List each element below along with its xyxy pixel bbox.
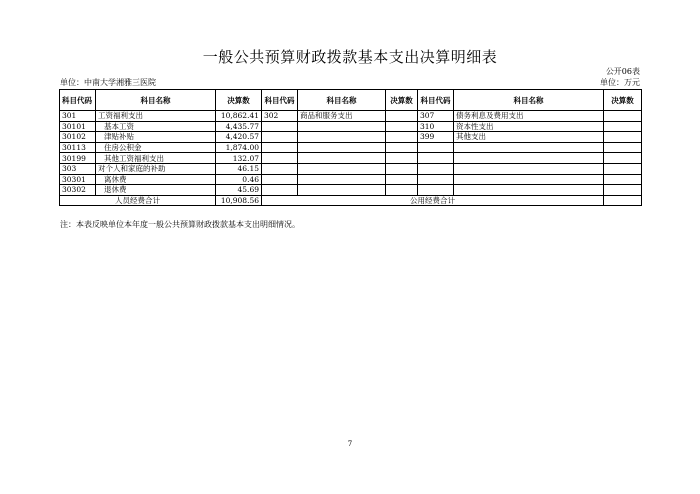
header-amount-1: 决算数 <box>216 90 262 111</box>
header-name-1: 科目名称 <box>96 90 216 111</box>
cell-name-3 <box>454 174 604 185</box>
form-code: 公开06表 <box>605 67 640 76</box>
cell-amount-3 <box>604 111 642 122</box>
cell-amount-3 <box>604 142 642 153</box>
personnel-total-value: 10,908.56 <box>216 195 262 206</box>
table-note: 注：本表反映单位本年度一般公共预算财政拨款基本支出明细情况。 <box>60 220 300 229</box>
cell-amount-1: 10,862.41 <box>216 111 262 122</box>
cell-name-3: 资本性支出 <box>454 121 604 132</box>
cell-amount-1: 4,435.77 <box>216 121 262 132</box>
cell-name-1: 住房公积金 <box>96 142 216 153</box>
cell-code-2 <box>262 142 298 153</box>
table-row <box>60 185 642 196</box>
cell-code-2 <box>262 163 298 174</box>
cell-name-1: 津贴补贴 <box>96 132 216 143</box>
page-title: 一般公共预算财政拨款基本支出决算明细表 <box>202 48 498 66</box>
cell-name-1: 基本工资 <box>96 121 216 132</box>
cell-code-1: 301 <box>60 111 96 122</box>
cell-amount-3 <box>604 174 642 185</box>
table-row <box>60 132 642 143</box>
header-amount-2: 决算数 <box>386 90 418 111</box>
cell-code-1: 30102 <box>60 132 96 143</box>
cell-code-2 <box>262 153 298 164</box>
expenditure-table <box>59 89 642 206</box>
cell-code-1: 30113 <box>60 142 96 153</box>
cell-code-3 <box>418 163 454 174</box>
cell-name-1: 退休费 <box>96 185 216 196</box>
cell-name-3 <box>454 142 604 153</box>
cell-code-3: 399 <box>418 132 454 143</box>
cell-name-3 <box>454 185 604 196</box>
cell-code-1: 30199 <box>60 153 96 164</box>
cell-code-2 <box>262 132 298 143</box>
table-header-row <box>60 90 642 111</box>
cell-name-2: 商品和服务支出 <box>298 111 386 122</box>
cell-amount-1: 132.07 <box>216 153 262 164</box>
cell-code-1: 303 <box>60 163 96 174</box>
cell-amount-1: 46.15 <box>216 163 262 174</box>
cell-amount-2 <box>386 111 418 122</box>
cell-amount-3 <box>604 185 642 196</box>
cell-amount-2 <box>386 163 418 174</box>
table-row <box>60 142 642 153</box>
cell-code-1: 30301 <box>60 174 96 185</box>
header-amount-3: 决算数 <box>604 90 642 111</box>
unit-organization: 单位：中南大学湘雅三医院 <box>60 78 156 87</box>
public-total-value <box>604 195 642 206</box>
cell-name-1: 其他工资福利支出 <box>96 153 216 164</box>
cell-code-1: 30302 <box>60 185 96 196</box>
cell-amount-3 <box>604 121 642 132</box>
cell-name-2 <box>298 142 386 153</box>
totals-row <box>60 195 642 206</box>
table-row <box>60 174 642 185</box>
cell-name-1: 对个人和家庭的补助 <box>96 163 216 174</box>
cell-amount-3 <box>604 132 642 143</box>
cell-name-3 <box>454 153 604 164</box>
cell-code-2: 302 <box>262 111 298 122</box>
cell-code-3 <box>418 185 454 196</box>
cell-name-2 <box>298 132 386 143</box>
cell-amount-2 <box>386 185 418 196</box>
header-code-2: 科目代码 <box>262 90 298 111</box>
cell-name-1: 离休费 <box>96 174 216 185</box>
cell-name-2 <box>298 185 386 196</box>
header-code-3: 科目代码 <box>418 90 454 111</box>
cell-name-1: 工资福利支出 <box>96 111 216 122</box>
cell-amount-1: 4,420.57 <box>216 132 262 143</box>
table-row <box>60 163 642 174</box>
cell-amount-2 <box>386 174 418 185</box>
unit-money: 单位：万元 <box>600 78 640 87</box>
cell-name-2 <box>298 163 386 174</box>
cell-name-3 <box>454 163 604 174</box>
table-row <box>60 153 642 164</box>
cell-code-2 <box>262 185 298 196</box>
cell-code-3 <box>418 174 454 185</box>
table-row <box>60 121 642 132</box>
cell-name-2 <box>298 153 386 164</box>
personnel-total-label: 人员经费合计 <box>60 195 216 206</box>
cell-amount-2 <box>386 153 418 164</box>
cell-code-3 <box>418 153 454 164</box>
cell-name-2 <box>298 174 386 185</box>
cell-amount-3 <box>604 163 642 174</box>
cell-code-2 <box>262 174 298 185</box>
header-name-3: 科目名称 <box>454 90 604 111</box>
table-row <box>60 111 642 122</box>
header-code-1: 科目代码 <box>60 90 96 111</box>
header-name-2: 科目名称 <box>298 90 386 111</box>
page-number: 7 <box>347 440 353 448</box>
cell-name-2 <box>298 121 386 132</box>
cell-amount-1: 1,874.00 <box>216 142 262 153</box>
cell-code-3: 310 <box>418 121 454 132</box>
table-body <box>60 111 642 196</box>
cell-amount-1: 0.46 <box>216 174 262 185</box>
cell-code-3 <box>418 142 454 153</box>
cell-amount-3 <box>604 153 642 164</box>
public-total-label: 公用经费合计 <box>262 195 604 206</box>
cell-amount-2 <box>386 132 418 143</box>
cell-amount-1: 45.69 <box>216 185 262 196</box>
cell-code-3: 307 <box>418 111 454 122</box>
cell-code-2 <box>262 121 298 132</box>
cell-amount-2 <box>386 142 418 153</box>
cell-name-3: 其他支出 <box>454 132 604 143</box>
cell-name-3: 债务利息及费用支出 <box>454 111 604 122</box>
cell-amount-2 <box>386 121 418 132</box>
cell-code-1: 30101 <box>60 121 96 132</box>
